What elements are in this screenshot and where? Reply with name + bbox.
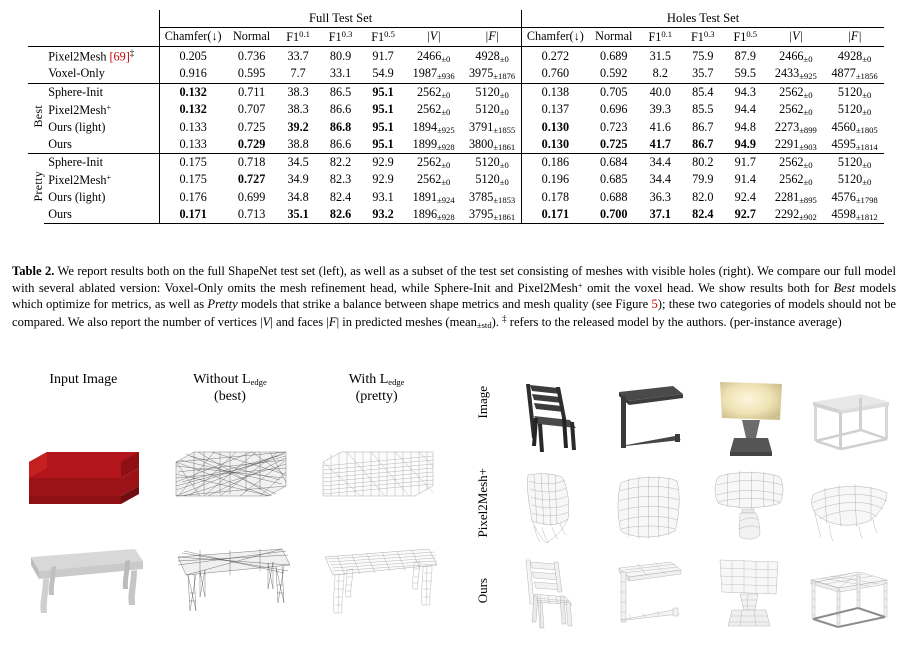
col-f1-03-holes: $F1^{0.3}$ (690, 29, 715, 44)
table-cell: 0.178 (522, 189, 589, 206)
table-cell: 35.7 (692, 66, 714, 81)
col-faces-holes: |F| (847, 29, 862, 44)
table-cell: 0.718 (226, 153, 277, 171)
table-mesh-without-edge (160, 521, 300, 626)
figure-right-row-pixel2mesh (496, 461, 900, 550)
table-cell: $5120_{\pm 0}$ (463, 83, 522, 101)
row-model-name: Ours (44, 206, 159, 224)
lamp-ours-mesh (698, 550, 799, 639)
chair-photo (496, 372, 597, 461)
table-cell: $3795_{\pm 1861}$ (463, 206, 522, 224)
table-cell: 0.736 (226, 46, 277, 65)
table-cell: 0.689 (588, 46, 639, 65)
table-cell: 0.205 (160, 46, 227, 65)
col-chamfer-full: Chamfer(↓) (160, 28, 227, 47)
table-cell: 0.175 (160, 171, 227, 189)
table-cell: $2562_{\pm 0}$ (404, 153, 463, 171)
figure-left-header-with-edge: With $L_{edge}$ (pretty) (348, 372, 405, 404)
table-cell: $3975_{\pm 1876}$ (468, 66, 516, 82)
table-cell: 0.137 (522, 101, 589, 119)
table-cell: 33.7 (277, 46, 319, 65)
col-f1-01-holes: $F1^{0.1}$ (648, 29, 673, 44)
table-cell: $5120_{\pm 0}$ (837, 102, 872, 118)
table-cell: 0.711 (226, 83, 277, 101)
table-cell: 7.7 (290, 66, 306, 81)
table-row (28, 83, 884, 101)
table-cell: 0.727 (237, 172, 266, 187)
table-cell: $2562_{\pm 0}$ (404, 83, 463, 101)
table-cell: 54.9 (372, 66, 394, 81)
row-model-name: Voxel-Only (48, 66, 105, 81)
row-model-name: Pixel2Mesh+ (48, 101, 112, 117)
table-cell: 0.595 (237, 66, 266, 81)
table-photo (799, 372, 900, 461)
col-f1-03-full: $F1^{0.3}$ (328, 29, 353, 44)
table-cell: 95.1 (362, 83, 404, 101)
table-cell: 34.8 (287, 189, 309, 204)
table-cell: $1894_{\pm 925}$ (412, 119, 455, 135)
figure-left-headers (10, 372, 450, 416)
table-cell: $2466_{\pm 0}$ (767, 46, 826, 65)
table-cell: 86.7 (692, 119, 714, 134)
table-cell: 34.5 (277, 153, 319, 171)
figure-right-row-image (496, 372, 900, 461)
table-cell: 34.9 (287, 172, 309, 187)
table-cell: 95.1 (372, 136, 394, 151)
figure-left-header-input: Input Image (49, 372, 118, 387)
table-cell: 94.3 (724, 83, 766, 101)
table-cell: 92.9 (372, 172, 394, 187)
table-cell: 0.725 (600, 136, 628, 151)
table-cell: 0.707 (237, 102, 266, 117)
section-band-label (28, 46, 44, 83)
table-cell: 82.2 (319, 153, 361, 171)
table-cell: 0.176 (160, 189, 227, 206)
table-cell: 0.696 (600, 102, 628, 117)
table-cell: $3785_{\pm 1853}$ (468, 189, 516, 205)
table-cell: 85.5 (692, 102, 714, 117)
table-cell: $2466_{\pm 0}$ (404, 46, 463, 65)
table-cell: $5120_{\pm 0}$ (837, 172, 872, 188)
row-model-name: Pixel2Mesh [69]‡ (44, 46, 159, 65)
table-cell: $4595_{\pm 1814}$ (831, 136, 878, 152)
table-cell: 0.700 (588, 206, 639, 224)
row-model-name: Ours (light) (48, 119, 106, 134)
table-cell: 38.3 (277, 83, 319, 101)
figure-right-label-image: Image (475, 386, 490, 419)
table-cell: 39.2 (287, 119, 309, 134)
row-model-name: Sphere-Init (44, 83, 159, 101)
col-f1-01-full: $F1^{0.1}$ (286, 29, 310, 44)
figure-right-label-pixel2mesh: Pixel2Mesh+ (475, 468, 490, 538)
table-cell: $2273_{\pm 899}$ (774, 119, 817, 135)
table-cell: 91.7 (362, 46, 404, 65)
table-cell: 0.916 (160, 65, 227, 83)
caption-text: We report results both on the full ShapeNet test set (left), as well as a subset of the test set consisting of meshes with visible holes (right). We compare our full model with several ablated version: Voxel-Only omits the mesh refinement head, while Sphere-Init and Pixel2Mesh+ omit the voxel head. We show results both for Best models which optimize for metrics, as well as Pretty models that strike a balance between shape metrics and mesh quality (see Figure 5); these two categories of models should not be compared. We also report the number of vertices |V| and faces |F| in predicted meshes (mean$_{\pm std}$). ‡ refers to the released model by the authors. (per-instance average) (12, 264, 897, 330)
table-cell: 0.725 (237, 119, 266, 134)
table-cell: 0.171 (522, 206, 589, 224)
figure-left-row-sofa (10, 416, 450, 521)
sofa-input-image (13, 416, 153, 521)
table-cell: $2562_{\pm 0}$ (416, 102, 451, 118)
table-cell: 82.3 (329, 172, 352, 187)
figure-right-row-labels (472, 372, 494, 640)
table-cell: $4598_{\pm 1812}$ (825, 206, 884, 224)
table-cell: 85.4 (682, 83, 724, 101)
col-vertices-holes: |V| (788, 29, 803, 44)
col-vertices-full: |V| (426, 29, 441, 44)
table-cell: 0.132 (160, 101, 227, 119)
table-cell: 92.4 (734, 189, 756, 204)
table-row (28, 46, 884, 65)
table-cell: 0.138 (522, 83, 589, 101)
figure-reference[interactable]: 5 (651, 297, 658, 312)
table-cell: $1987_{\pm 936}$ (412, 66, 455, 82)
sofa-mesh-with-edge (307, 416, 447, 521)
figure-right (472, 372, 900, 640)
table-cell: 86.5 (319, 83, 361, 101)
table-cell: 0.186 (522, 153, 589, 171)
lamp-pixel2mesh-mesh (698, 461, 799, 550)
side-table-pixel2mesh-mesh (597, 461, 698, 550)
table-cell: 75.9 (682, 46, 724, 65)
table-cell: 93.1 (372, 189, 394, 204)
section-band-label: Pretty (28, 153, 44, 223)
table-cell: 82.0 (692, 189, 714, 204)
table-cell: $5120_{\pm 0}$ (825, 83, 884, 101)
table-row (28, 136, 884, 154)
table-cell: $2292_{\pm 902}$ (767, 206, 826, 224)
row-model-name: Ours (light) (48, 189, 106, 204)
table-pixel2mesh-mesh (799, 461, 900, 550)
sofa-mesh-without-edge (160, 416, 300, 521)
table-cell: 40.0 (639, 83, 681, 101)
table-cell: 0.133 (160, 136, 227, 154)
table-cell: 94.9 (734, 136, 756, 151)
table-cell: 39.3 (649, 102, 671, 117)
table-cell: 80.2 (682, 153, 724, 171)
table-cell: 86.8 (329, 119, 352, 134)
table-cell: 82.4 (329, 189, 352, 204)
table-row (28, 101, 884, 119)
side-table-ours-mesh (597, 550, 698, 639)
table-cell: $2562_{\pm 0}$ (416, 172, 451, 188)
table-row (28, 206, 884, 224)
table-cell: 0.713 (226, 206, 277, 224)
table-cell: 0.723 (600, 119, 628, 134)
table-cell: 0.132 (160, 83, 227, 101)
table-cell: 0.688 (600, 189, 628, 204)
table-cell: 41.6 (649, 119, 671, 134)
table-cell: 0.685 (600, 172, 628, 187)
chair-pixel2mesh-mesh (496, 461, 597, 550)
table-cell: 0.133 (160, 119, 227, 136)
table-cell: 82.4 (682, 206, 724, 224)
col-chamfer-holes: Chamfer(↓) (522, 28, 589, 47)
figure-right-row-ours (496, 550, 900, 639)
table-cell: 82.6 (319, 206, 361, 224)
table-cell: $4928_{\pm 0}$ (463, 46, 522, 65)
table-cell: 94.4 (734, 102, 756, 117)
table-mesh-with-edge (307, 521, 447, 626)
table-cell: 0.760 (522, 65, 589, 83)
table-body (28, 46, 884, 223)
caption-label: Table 2. (12, 264, 55, 278)
table-cell: 0.272 (522, 46, 589, 65)
table-cell: 0.699 (237, 189, 266, 204)
table-cell: $2562_{\pm 0}$ (779, 102, 813, 118)
table-cell: 8.2 (652, 66, 668, 81)
table-cell: $2562_{\pm 0}$ (767, 83, 826, 101)
table-cell: 0.705 (588, 83, 639, 101)
results-table (28, 10, 884, 224)
table-cell: 59.5 (734, 66, 756, 81)
table-cell: 34.4 (649, 172, 671, 187)
table-cell: $5120_{\pm 0}$ (475, 102, 509, 118)
row-model-name: Ours (48, 136, 72, 151)
table-cell: $2281_{\pm 895}$ (774, 189, 817, 205)
table-cell: $1899_{\pm 928}$ (412, 136, 455, 152)
table-cell: $5120_{\pm 0}$ (825, 153, 884, 171)
row-model-name: Sphere-Init (44, 153, 159, 171)
table-cell: $3800_{\pm 1861}$ (468, 136, 516, 152)
table-cell: $1891_{\pm 924}$ (412, 189, 455, 205)
table-cell: 37.1 (639, 206, 681, 224)
table-ours-mesh (799, 550, 900, 639)
table-cell: 80.9 (319, 46, 361, 65)
table-cell: 0.592 (600, 66, 628, 81)
col-normal-holes: Normal (595, 29, 633, 44)
table-column-header-row (28, 28, 884, 47)
row-model-name: Pixel2Mesh+ (48, 171, 112, 187)
table-cell: 79.9 (692, 172, 714, 187)
table-cell: $5120_{\pm 0}$ (475, 172, 509, 188)
table-cell: $4877_{\pm 1856}$ (831, 66, 878, 82)
table-cell: $5120_{\pm 0}$ (463, 153, 522, 171)
table-cell: 0.729 (237, 136, 266, 151)
table-row (28, 189, 884, 206)
table-cell: 91.4 (734, 172, 756, 187)
table-cell: $2291_{\pm 903}$ (774, 136, 817, 152)
section-band-label: Best (28, 83, 44, 153)
table-cell: 0.684 (588, 153, 639, 171)
table-cell: 38.3 (287, 102, 309, 117)
table-cell: 33.1 (329, 66, 352, 81)
table-group-header-row (28, 10, 884, 28)
table-cell: 0.130 (522, 119, 589, 136)
table-cell: $2433_{\pm 925}$ (774, 66, 817, 82)
table-cell: 0.171 (160, 206, 227, 224)
figure-left (10, 372, 450, 637)
table-cell: 91.7 (724, 153, 766, 171)
col-f1-05-holes: $F1^{0.5}$ (733, 29, 758, 44)
figure-left-header-without-edge: Without $L_{edge}$ (best) (193, 372, 267, 404)
table-row (28, 119, 884, 136)
table-cell: 35.1 (277, 206, 319, 224)
table-cell: 34.4 (639, 153, 681, 171)
table-cell: 31.5 (639, 46, 681, 65)
results-table-container (28, 10, 884, 224)
lamp-photo (698, 372, 799, 461)
table-cell: 92.7 (724, 206, 766, 224)
figure-right-grid (496, 372, 900, 639)
table-cell: 0.130 (522, 136, 589, 154)
table-cell: 95.1 (372, 119, 394, 134)
col-f1-05-full: $F1^{0.5}$ (371, 29, 395, 44)
table-cell: $2562_{\pm 0}$ (767, 153, 826, 171)
table-cell: 86.7 (692, 136, 714, 151)
table-caption (12, 263, 896, 331)
figure-left-row-table (10, 521, 450, 626)
group-header-full: Full Test Set (160, 10, 522, 28)
table-cell: 86.6 (329, 102, 352, 117)
col-faces-full: |F| (485, 29, 500, 44)
table-cell: 36.3 (649, 189, 671, 204)
table-cell: $2562_{\pm 0}$ (779, 172, 813, 188)
group-header-holes: Holes Test Set (522, 10, 884, 28)
table-cell: 95.1 (372, 102, 394, 117)
table-cell: 41.7 (649, 136, 671, 151)
table-cell: $4576_{\pm 1798}$ (831, 189, 878, 205)
table-cell: $1896_{\pm 928}$ (404, 206, 463, 224)
table-cell: 0.175 (160, 153, 227, 171)
table-input-image (13, 521, 153, 626)
table-row (28, 65, 884, 83)
table-cell: $4928_{\pm 0}$ (825, 46, 884, 65)
table-cell: 38.8 (287, 136, 309, 151)
table-cell: 87.9 (724, 46, 766, 65)
table-row (28, 153, 884, 171)
chair-ours-mesh (496, 550, 597, 639)
table-cell: 0.196 (522, 171, 589, 189)
table-cell: $4560_{\pm 1805}$ (831, 119, 878, 135)
table-cell: $3791_{\pm 1855}$ (468, 119, 516, 135)
table-cell: 92.9 (362, 153, 404, 171)
table-row (28, 171, 884, 189)
side-table-photo (597, 372, 698, 461)
col-normal-full: Normal (232, 29, 271, 44)
figure-right-label-ours: Ours (475, 578, 490, 604)
table-cell: 94.8 (734, 119, 756, 134)
table-cell: 93.2 (362, 206, 404, 224)
table-cell: 86.6 (329, 136, 352, 151)
